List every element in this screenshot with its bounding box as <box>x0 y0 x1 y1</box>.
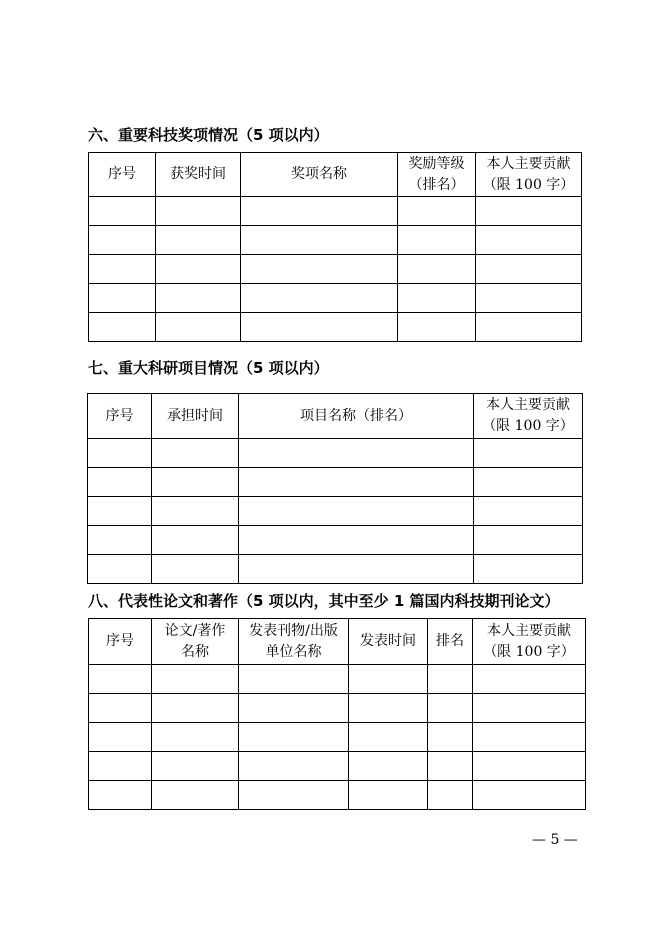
table-cell[interactable] <box>474 555 583 584</box>
table-row <box>89 723 586 752</box>
table-cell[interactable] <box>89 694 152 723</box>
table-cell[interactable] <box>349 694 428 723</box>
table-cell[interactable] <box>89 752 152 781</box>
table-cell[interactable] <box>88 497 152 526</box>
section7-title: 七、重大科研项目情况（5 项以内） <box>88 359 329 377</box>
table-cell[interactable] <box>474 497 583 526</box>
table-cell[interactable] <box>156 313 241 342</box>
table-cell[interactable] <box>241 255 398 284</box>
table-cell[interactable] <box>428 781 473 810</box>
col-header: 发表时间 <box>349 619 428 665</box>
table-cell[interactable] <box>156 255 241 284</box>
table-cell[interactable] <box>152 555 239 584</box>
table-cell[interactable] <box>241 197 398 226</box>
col-header: 序号 <box>88 394 152 439</box>
table-cell[interactable] <box>239 468 474 497</box>
table-cell[interactable] <box>473 665 586 694</box>
col-header: 排名 <box>428 619 473 665</box>
table-cell[interactable] <box>89 255 156 284</box>
table-cell[interactable] <box>152 694 239 723</box>
table-cell[interactable] <box>152 665 239 694</box>
table-cell[interactable] <box>239 555 474 584</box>
table-cell[interactable] <box>152 526 239 555</box>
col-header: 论文/著作 名称 <box>152 619 239 665</box>
table-cell[interactable] <box>476 313 582 342</box>
table-cell[interactable] <box>476 226 582 255</box>
table-cell[interactable] <box>349 723 428 752</box>
table-cell[interactable] <box>239 439 474 468</box>
table-cell[interactable] <box>156 284 241 313</box>
table-row <box>88 555 583 584</box>
table-row <box>89 694 586 723</box>
table-cell[interactable] <box>88 468 152 497</box>
table-row <box>89 781 586 810</box>
col-header: 序号 <box>89 619 152 665</box>
col-header: 本人主要贡献 （限 100 字） <box>474 394 583 439</box>
table-row <box>88 497 583 526</box>
table-cell[interactable] <box>476 197 582 226</box>
table-row <box>89 255 582 284</box>
table-cell[interactable] <box>349 781 428 810</box>
table-cell[interactable] <box>239 526 474 555</box>
table-cell[interactable] <box>88 439 152 468</box>
col-header: 项目名称（排名） <box>239 394 474 439</box>
table-cell[interactable] <box>89 723 152 752</box>
col-header: 本人主要贡献 （限 100 字） <box>473 619 586 665</box>
table-cell[interactable] <box>152 752 239 781</box>
table-row <box>89 284 582 313</box>
table-row <box>89 665 586 694</box>
projects-table <box>87 393 583 584</box>
table-cell[interactable] <box>241 226 398 255</box>
table-cell[interactable] <box>239 665 349 694</box>
table-cell[interactable] <box>476 284 582 313</box>
table-row <box>89 197 582 226</box>
table-cell[interactable] <box>88 555 152 584</box>
table-cell[interactable] <box>89 197 156 226</box>
table-cell[interactable] <box>474 439 583 468</box>
table-cell[interactable] <box>152 781 239 810</box>
table-cell[interactable] <box>152 468 239 497</box>
table-header-row <box>88 394 583 439</box>
table-row <box>88 468 583 497</box>
table-cell[interactable] <box>89 284 156 313</box>
table-cell[interactable] <box>152 497 239 526</box>
table-cell[interactable] <box>239 723 349 752</box>
table-cell[interactable] <box>239 694 349 723</box>
table-cell[interactable] <box>428 665 473 694</box>
table-row <box>89 752 586 781</box>
col-header: 序号 <box>89 153 156 197</box>
page-number: — 5 — <box>532 832 578 848</box>
table-cell[interactable] <box>241 313 398 342</box>
table-cell[interactable] <box>473 694 586 723</box>
col-header: 奖项名称 <box>241 153 398 197</box>
table-row <box>88 439 583 468</box>
table-row <box>88 526 583 555</box>
table-header-row <box>89 153 582 197</box>
table-cell[interactable] <box>476 255 582 284</box>
table-cell[interactable] <box>398 313 476 342</box>
table-cell[interactable] <box>398 284 476 313</box>
col-header: 获奖时间 <box>156 153 241 197</box>
table-cell[interactable] <box>239 781 349 810</box>
table-cell[interactable] <box>156 226 241 255</box>
col-header: 承担时间 <box>152 394 239 439</box>
publications-table <box>88 618 586 810</box>
col-header: 奖励等级 （排名） <box>398 153 476 197</box>
table-cell[interactable] <box>152 439 239 468</box>
table-cell[interactable] <box>89 313 156 342</box>
table-cell[interactable] <box>473 752 586 781</box>
table-cell[interactable] <box>156 197 241 226</box>
table-cell[interactable] <box>474 468 583 497</box>
col-header: 本人主要贡献 （限 100 字） <box>476 153 582 197</box>
awards-table <box>88 152 582 342</box>
section6-title: 六、重要科技奖项情况（5 项以内） <box>88 126 329 144</box>
table-cell[interactable] <box>428 752 473 781</box>
table-cell[interactable] <box>89 226 156 255</box>
table-cell[interactable] <box>428 694 473 723</box>
table-cell[interactable] <box>398 226 476 255</box>
section8-title: 八、代表性论文和著作（5 项以内，其中至少 1 篇国内科技期刊论文） <box>88 592 560 610</box>
table-cell[interactable] <box>239 497 474 526</box>
table-cell[interactable] <box>239 752 349 781</box>
table-cell[interactable] <box>349 752 428 781</box>
table-cell[interactable] <box>89 781 152 810</box>
table-cell[interactable] <box>88 526 152 555</box>
table-row <box>89 313 582 342</box>
table-row <box>89 226 582 255</box>
table-cell[interactable] <box>89 665 152 694</box>
col-header: 发表刊物/出版 单位名称 <box>239 619 349 665</box>
table-cell[interactable] <box>152 723 239 752</box>
table-cell[interactable] <box>473 781 586 810</box>
table-cell[interactable] <box>398 197 476 226</box>
table-cell[interactable] <box>473 723 586 752</box>
table-cell[interactable] <box>241 284 398 313</box>
table-header-row <box>89 619 586 665</box>
table-cell[interactable] <box>474 526 583 555</box>
table-cell[interactable] <box>349 665 428 694</box>
table-cell[interactable] <box>428 723 473 752</box>
table-cell[interactable] <box>398 255 476 284</box>
